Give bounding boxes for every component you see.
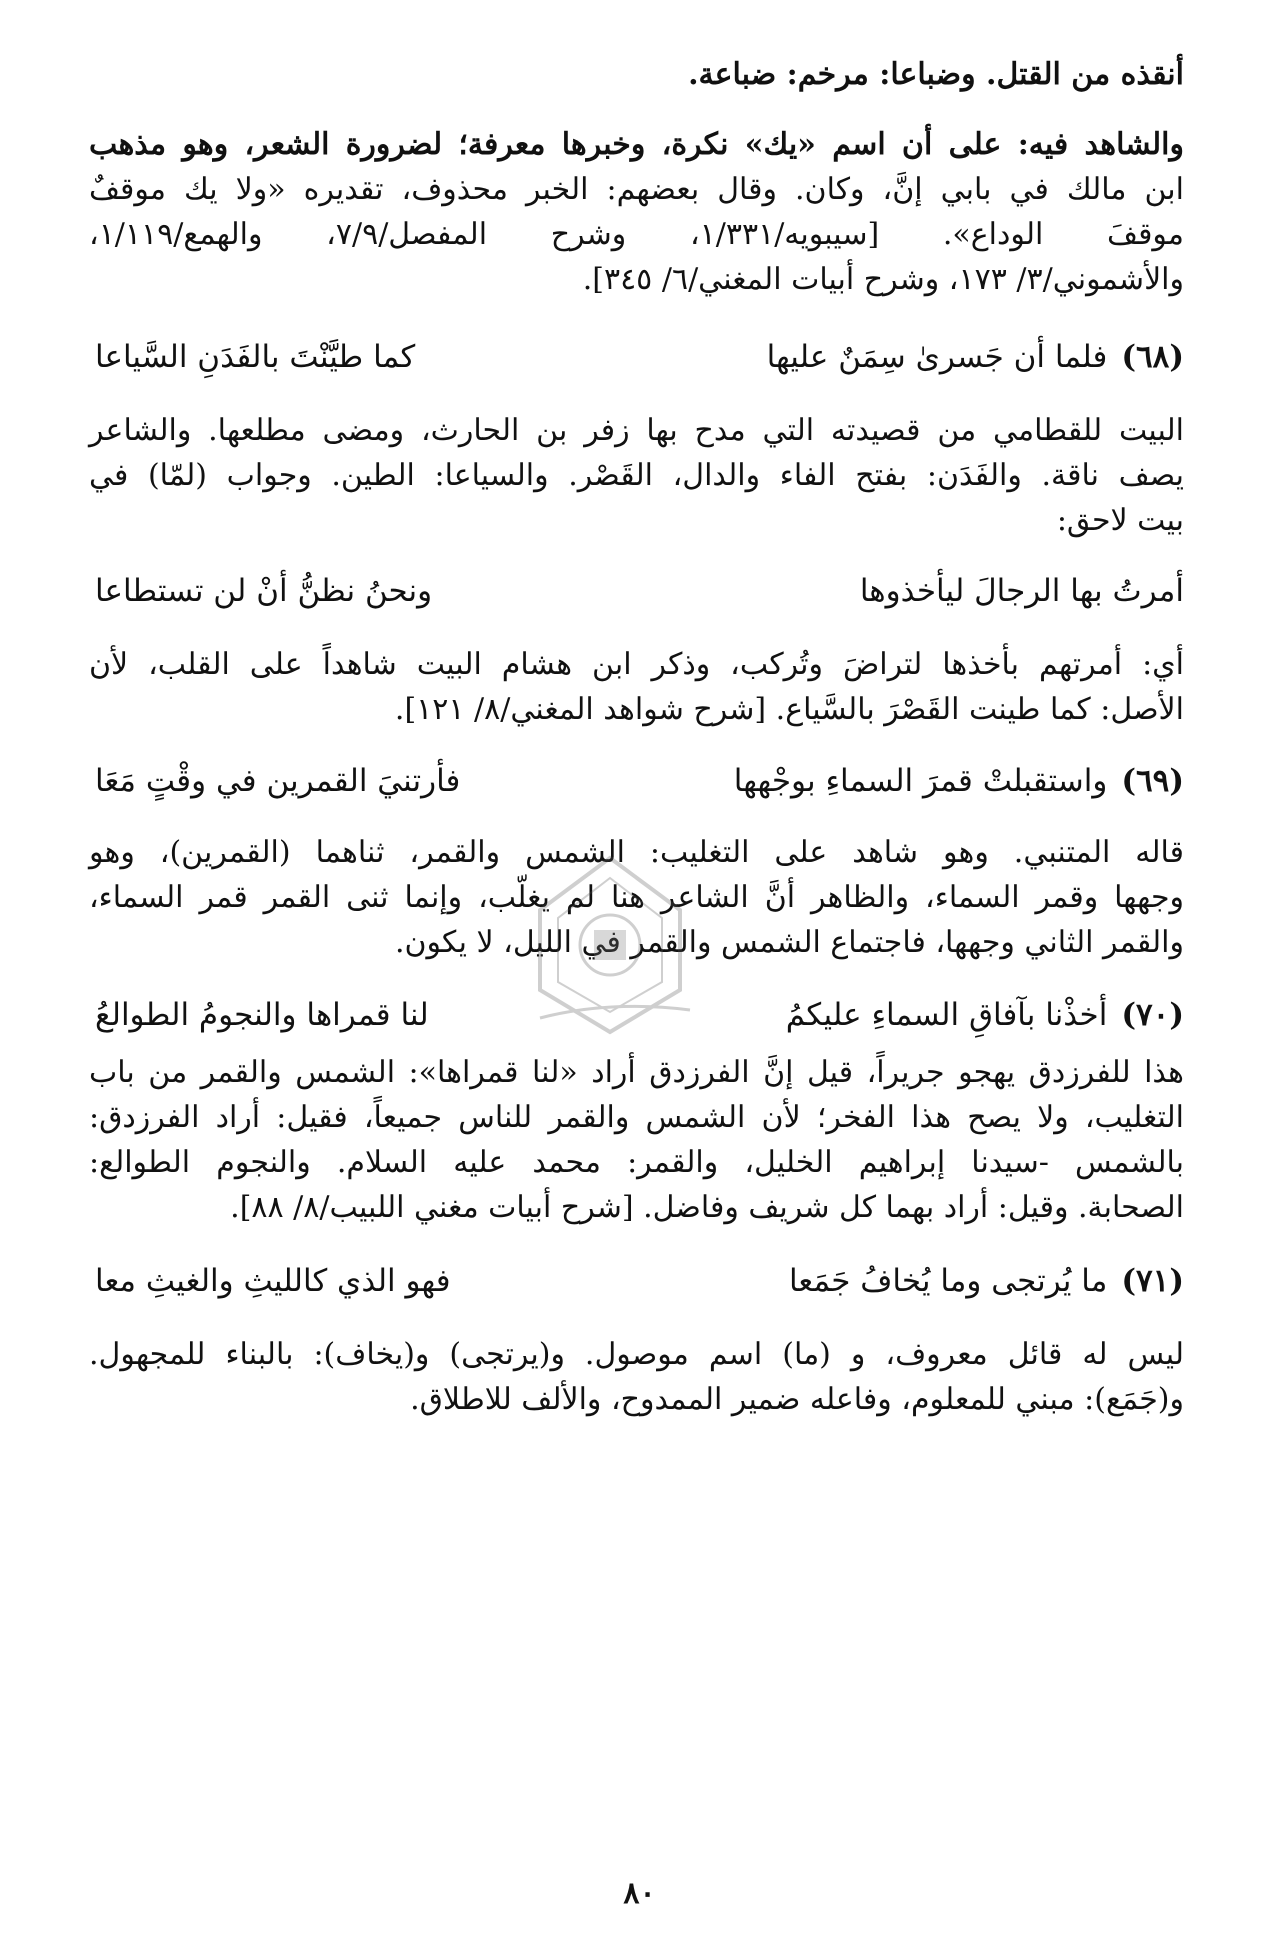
text-line: التغليب، ولا يصح هذا الفخر؛ لأن الشمس والقمر للناس جميعاً، فقيل: أراد الفرزدق:	[89, 1100, 1184, 1135]
verse-68-continuation	[89, 566, 1184, 616]
text-line: والأشموني/٣/ ١٧٣، وشرح أبيات المغني/٦/ ٣٤٥].	[582, 262, 1184, 297]
text-line: البيت للقطامي من قصيدته التي مدح بها زفر بن الحارث، ومضى مطلعها. والشاعر	[89, 413, 1184, 448]
commentary-70	[89, 1050, 1184, 1230]
verse-first-hemistich	[789, 1263, 1184, 1299]
verse-first-hemistich	[767, 339, 1184, 375]
verse-second-hemistich: ونحنُ نظنُّ أنْ لن تستطاعا	[95, 573, 433, 609]
hemistich-text: ما يُرتجى وما يُخافُ جَمَعا	[788, 1263, 1108, 1299]
hemistich-text: أخذْنا بآفاقِ السماءِ عليكمُ	[785, 997, 1108, 1033]
verse-71	[89, 1256, 1184, 1306]
verse-number: (٦٨)	[1121, 339, 1184, 375]
commentary-67	[89, 122, 1184, 302]
hemistich-text: واستقبلتْ قمرَ السماءِ بوجْهها	[733, 763, 1108, 799]
page-number: ٨٠	[623, 1876, 656, 1911]
text-line: هذا للفرزدق يهجو جريراً، قيل إنَّ الفرزدق أراد «لنا قمراها»: الشمس والقمر من باب	[89, 1055, 1184, 1090]
commentary-68b	[89, 642, 1184, 732]
commentary-68	[89, 408, 1184, 543]
verse-number: (٧٠)	[1121, 997, 1184, 1033]
verse-69	[89, 756, 1184, 806]
verse-second-hemistich: فأرتنيَ القمرين في وقْتٍ مَعَا	[95, 763, 461, 799]
intro-line: أنقذه من القتل. وضباعا: مرخم: ضباعة.	[688, 57, 1184, 92]
verse-first-hemistich: أمرتُ بها الرجالَ ليأخذوها	[859, 573, 1184, 609]
hemistich-text: فلما أن جَسرىٰ سِمَنٌ عليها	[766, 339, 1108, 375]
text-line: يصف ناقة. والفَدَن: بفتح الفاء والدال، القَصْر. والسياعا: الطين. وجواب (لمّا) في	[89, 458, 1184, 493]
text-line: أي: أمرتهم بأخذها لتراضَ وتُركب، وذكر ابن هشام البيت شاهداً على القلب، لأن	[89, 647, 1184, 682]
text-line: الأصل: كما طينت القَصْرَ بالسَّياع. [شرح شواهد المغني/٨/ ١٢١].	[394, 692, 1184, 727]
text-line: وجهها وقمر السماء، والظاهر أنَّ الشاعر هنا لم يغلّب، وإنما ثنى القمر قمر السماء،	[89, 880, 1184, 915]
text-line: والقمر الثاني وجهها، فاجتماع الشمس والقمر في الليل، لا يكون.	[394, 925, 1184, 960]
text-line: و(جَمَع): مبني للمعلوم، وفاعله ضمير الممدوح، والألف للاطلاق.	[410, 1382, 1184, 1417]
verse-first-hemistich	[786, 997, 1184, 1033]
verse-68	[89, 332, 1184, 382]
text-line: الصحابة. وقيل: أراد بهما كل شريف وفاضل. [شرح أبيات مغني اللبيب/٨/ ٨٨].	[230, 1190, 1184, 1225]
text-line: ليس له قائل معروف، و (ما) اسم موصول. و(يرتجى) و(يخاف): بالبناء للمجهول.	[89, 1337, 1184, 1372]
commentary-71	[89, 1332, 1184, 1422]
verse-first-hemistich	[734, 763, 1184, 799]
stamp-seal-icon	[520, 850, 700, 1040]
intro-paragraph	[89, 52, 1184, 97]
text-line: بالشمس -سيدنا إبراهيم الخليل، والقمر: محمد عليه السلام. والنجوم الطوالع:	[89, 1145, 1184, 1180]
text-line: ابن مالك في بابي إنَّ، وكان. وقال بعضهم: الخبر محذوف، تقديره «ولا يك موقفٌ	[89, 172, 1184, 207]
text-line: موقفَ الوداع». [سيبويه/١/٣٣١، وشرح المفصل/٧/٩، والهمع/١/١١٩،	[89, 217, 1184, 252]
text-line: بيت لاحق:	[1056, 503, 1184, 538]
verse-second-hemistich: لنا قمراها والنجومُ الطوالعُ	[95, 997, 429, 1033]
verse-number: (٧١)	[1121, 1263, 1184, 1299]
verse-number: (٦٩)	[1121, 763, 1184, 799]
text-line: قاله المتنبي. وهو شاهد على التغليب: الشمس والقمر، ثناهما (القمرين)، وهو	[89, 835, 1184, 870]
verse-second-hemistich: كما طيَّنْتَ بالفَدَنِ السَّياعا	[95, 339, 416, 375]
verse-second-hemistich: فهو الذي كالليثِ والغيثِ معا	[95, 1263, 451, 1299]
text-line: والشاهد فيه: على أن اسم «يك» نكرة، وخبرها معرفة؛ لضرورة الشعر، وهو مذهب	[89, 127, 1184, 162]
